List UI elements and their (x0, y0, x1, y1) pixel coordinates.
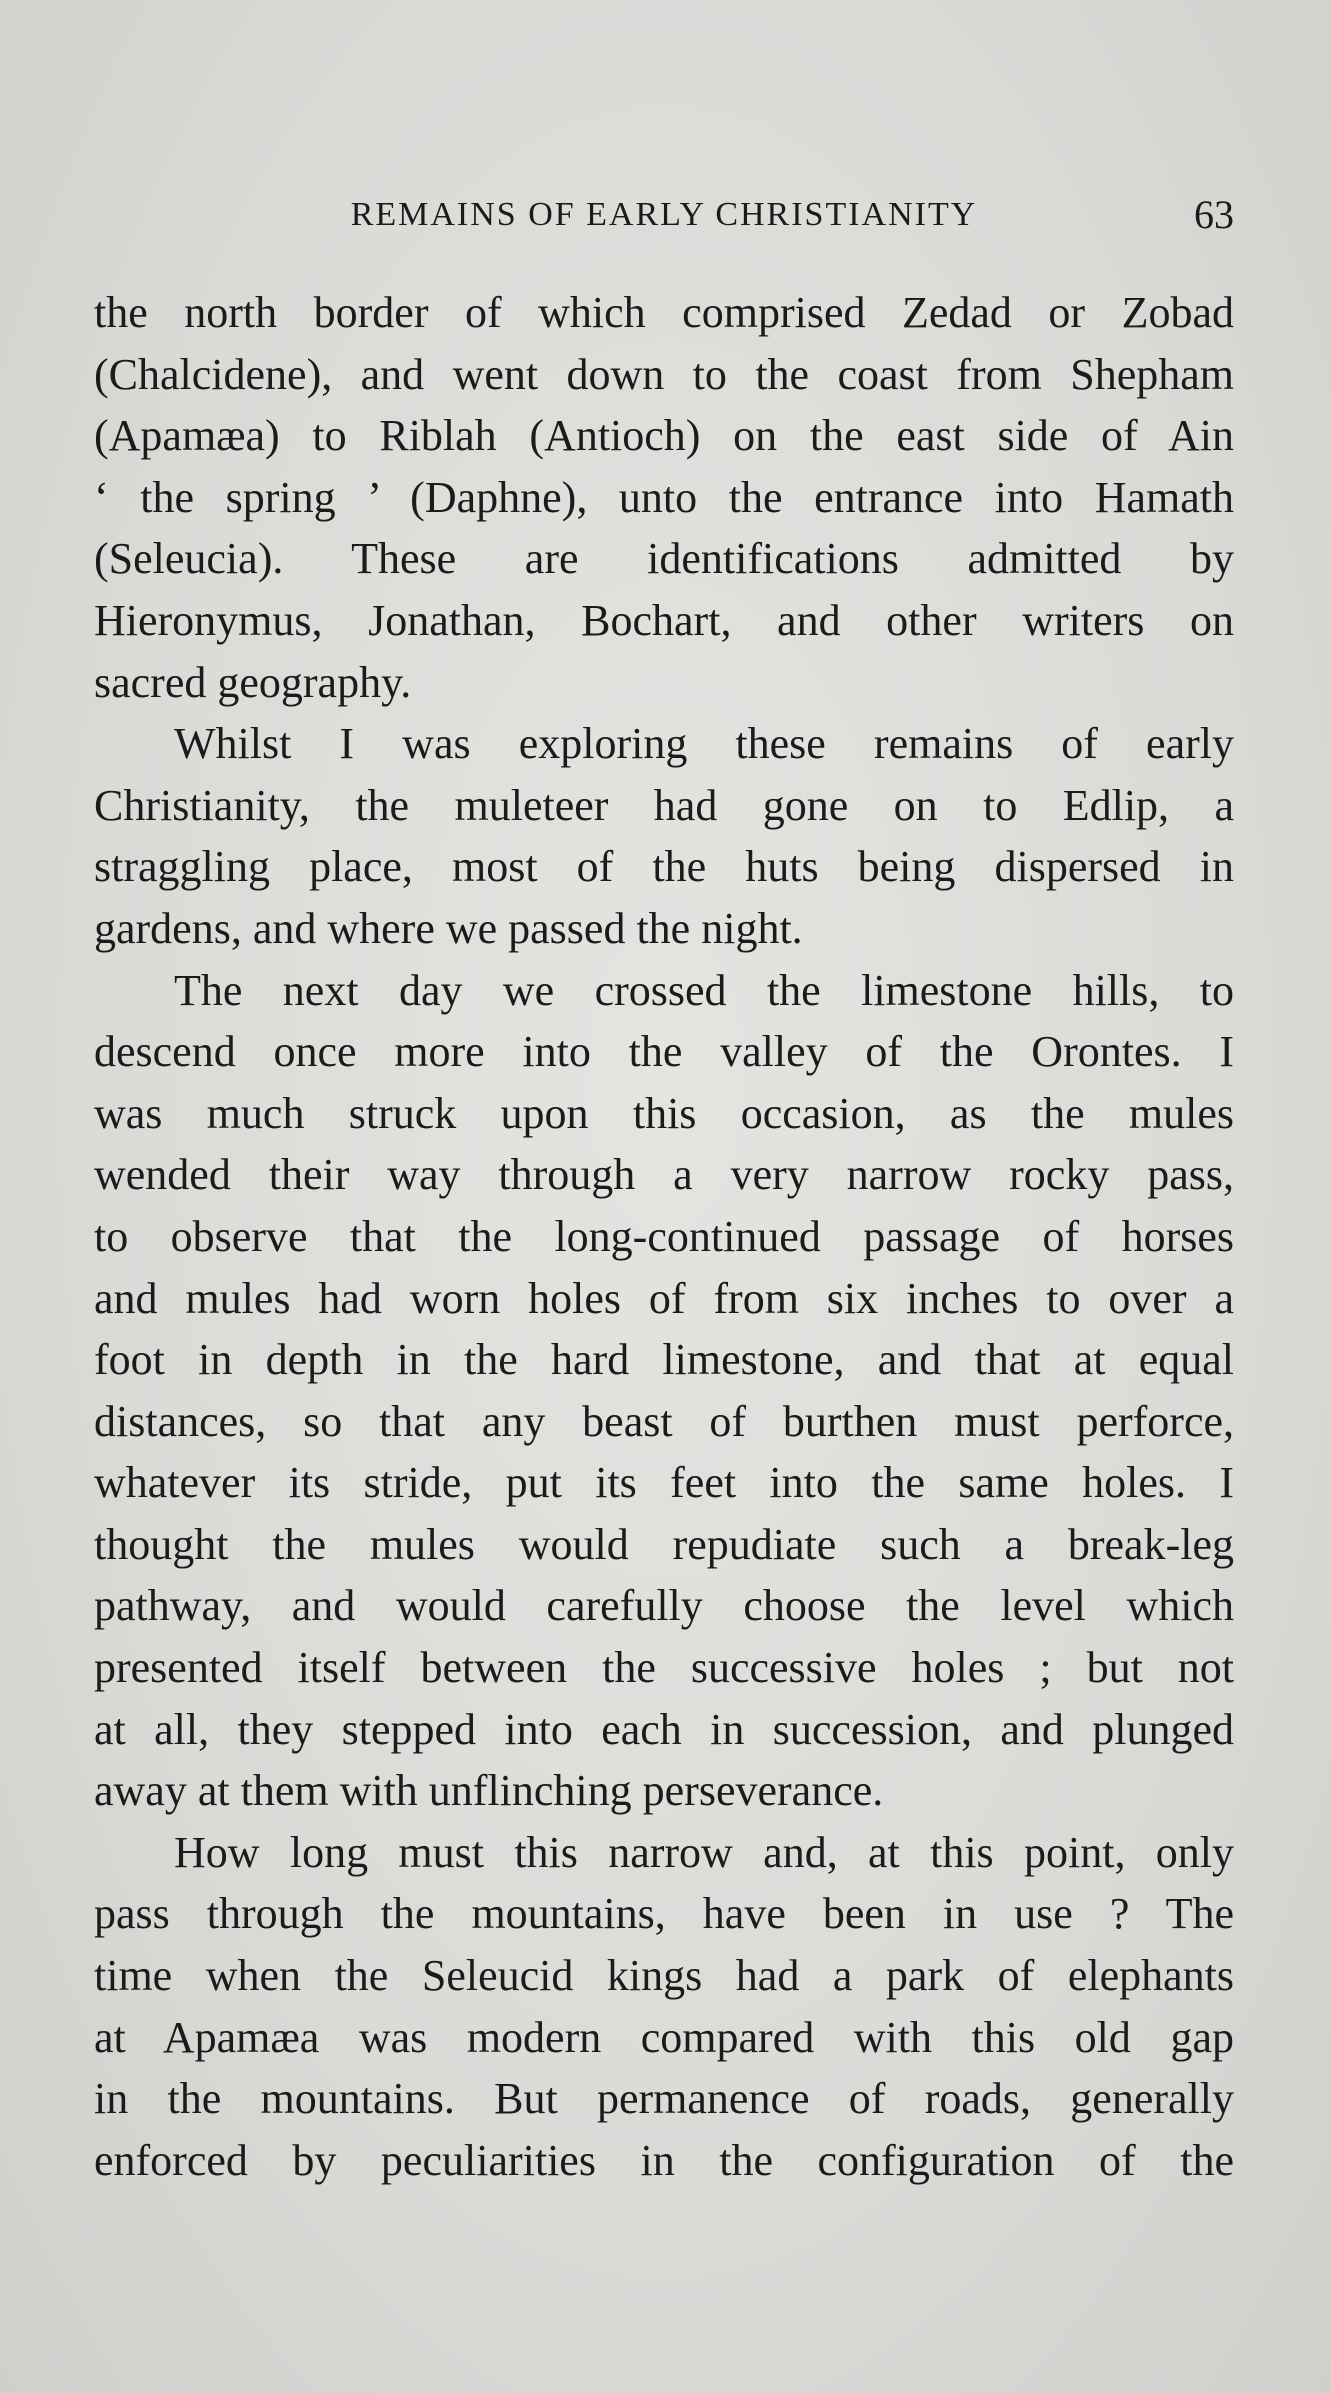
text-line: the north border of which comprised Zedad or Zobad (94, 288, 1234, 337)
text-line: distances, so that any beast of burthen must perforce, (94, 1396, 1234, 1446)
text-line: ‘ the spring ’ (Daphne), unto the entrance into Hamath (94, 472, 1234, 522)
text-line: straggling place, most of the huts being dispersed in (94, 842, 1234, 892)
text-line: (Chalcidene), and went down to the coast from Shepham (94, 349, 1234, 399)
paragraph-start-line: How long must this narrow and, at this point, only (174, 1827, 1234, 1877)
text-line: away at them with unflinching perseverance. (94, 1766, 884, 1816)
text-line: to observe that the long-continued passage of horses (94, 1211, 1234, 1261)
text-line: descend once more into the valley of the Orontes. I (94, 1027, 1234, 1077)
text-line: gardens, and where we passed the night. (94, 903, 803, 953)
text-line: pathway, and would carefully choose the level which (94, 1581, 1234, 1631)
text-line: sacred geography. (94, 657, 412, 707)
text-line: in the mountains. But permanence of roads, generally (94, 2074, 1234, 2124)
text-line: foot in depth in the hard limestone, and that at equal (94, 1335, 1234, 1385)
text-line: (Apamæa) to Riblah (Antioch) on the east side of Ain (94, 411, 1234, 461)
text-line: presented itself between the successive holes ; but not (94, 1643, 1234, 1693)
running-head (94, 190, 1234, 250)
page-number: 63 (1194, 192, 1234, 237)
paragraph-start-line: The next day we crossed the limestone hills, to (174, 965, 1234, 1015)
text-line: was much struck upon this occasion, as the mules (94, 1088, 1234, 1138)
text-line: enforced by peculiarities in the configuration of the (94, 2135, 1234, 2185)
text-line: at Apamæa was modern compared with this old gap (94, 2012, 1234, 2062)
text-line: pass through the mountains, have been in use ? The (94, 1889, 1234, 1939)
paragraph-start-line: Whilst I was exploring these remains of early (174, 719, 1234, 769)
body-text (94, 282, 1234, 2191)
text-line: thought the mules would repudiate such a break-leg (94, 1519, 1234, 1569)
running-title: REMAINS OF EARLY CHRISTIANITY (350, 196, 978, 233)
text-line: Christianity, the muleteer had gone on to Edlip, a (94, 780, 1234, 830)
text-line: (Seleucia). These are identifications admitted by (94, 534, 1234, 584)
text-line: Hieronymus, Jonathan, Bochart, and other writers on (94, 595, 1234, 645)
text-line: whatever its stride, put its feet into the same holes. I (94, 1458, 1234, 1508)
text-line: and mules had worn holes of from six inches to over a (94, 1273, 1234, 1323)
text-line: time when the Seleucid kings had a park of elephants (94, 1951, 1234, 2001)
text-line: at all, they stepped into each in succession, and plunged (94, 1704, 1234, 1754)
text-line: wended their way through a very narrow rocky pass, (94, 1150, 1234, 1200)
